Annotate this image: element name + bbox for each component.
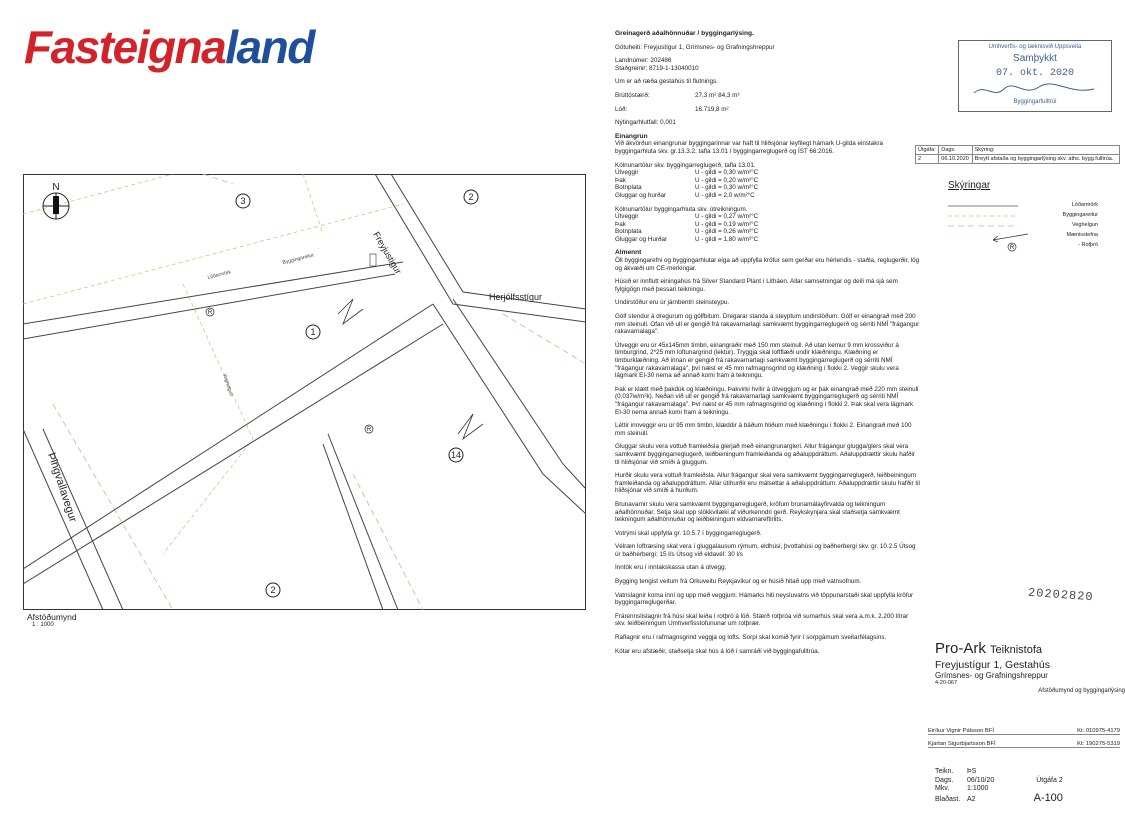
spec-paragraph: Bygging tengist veitum frá Orkuveitu Reykjavíkur og er húsið hitað upp með vatnsofnum. <box>615 578 862 586</box>
u-value: U - gildi = 0,19 w/m²°C <box>695 220 759 228</box>
u-value: U - gildi = 0,27 w/m²°C <box>695 213 759 221</box>
info-label: Teikn. <box>935 768 954 775</box>
u-value: U - gildi = 1,80 w/m²°C <box>695 235 759 243</box>
revision-header: Dags. <box>939 146 972 155</box>
stamp-approved: Samþykkt <box>1013 53 1057 64</box>
u-value-label: Útveggir <box>615 213 639 221</box>
spec-paragraph: Votrými skal uppfylla gr. 10.5.7 í byggingarreglugerð. <box>615 529 762 537</box>
spec-paragraph: Léttir innveggir eru úr 95 mm timbri, klæddir á báðum hliðum með klæðningu í flokki 2. Einangrað með 100 mm steinull. <box>615 422 912 437</box>
spec-paragraph: Gluggar skulu vera vottuð framleiðsla glerjað með einangrunargleri. Allur frágangur glugga/glers skal vera samkvæmt byggingarreglugerð, leiðbeiningum framleiðanda og aðaluppdráttum. Aðaluppdrættir skulu hafðir til hliðsjónar við smíði á gluggum. <box>615 443 915 466</box>
spec-about: Um er að ræða gestahús til flutnings. <box>615 78 718 86</box>
u-value-label: Gluggar og Hurðar <box>615 235 668 243</box>
info-value: ÞS <box>967 768 977 775</box>
spec-almennt-heading: Almennt <box>615 249 642 257</box>
u-value-label: Botnplata <box>615 228 642 236</box>
spec-brutto-value: 27,3 m² 84,3 m³ <box>695 91 740 99</box>
info-value: 1:1000 <box>967 785 989 793</box>
project-name: Freyjustígur 1, Gestahús <box>935 659 1050 671</box>
spec-lod-label: Lóð: <box>615 105 628 113</box>
revision-cell: 2 <box>916 155 939 164</box>
edition: Útgáfa 2 <box>1036 776 1063 784</box>
legend-item: - Rotþró <box>1078 242 1098 248</box>
u-value-label: Gluggar og hurðar <box>615 191 667 199</box>
stamp-title: Byggingarfulltrúi <box>1013 99 1057 105</box>
legend-item: Veghelgun <box>1072 222 1098 228</box>
drawing-type: Afstöðumynd og byggingarlýsing <box>1038 688 1125 694</box>
u-value: U - gildi = 0,30 w/m²°C <box>695 184 759 192</box>
spec-paragraph: Inntök eru í inntakskassa utan á útvegg. <box>615 564 727 572</box>
legend-item: Mænisstefna <box>1066 232 1098 238</box>
site-plan-caption <box>27 612 77 628</box>
u-value: U - gildi = 0,20 w/m²°C <box>695 176 759 184</box>
revision-table <box>915 145 1120 164</box>
project-location: Grímsnes- og Grafningshreppur <box>935 671 1048 680</box>
north-arrow-label: N <box>52 182 60 193</box>
signature <box>969 81 1099 101</box>
info-label: Mkv. <box>935 785 950 793</box>
spec-paragraph: Þak er klætt með þakdúk og klæðningu. Þakvirki hvílir á útveggjum og er þak einangrað með 220 mm steinull (0,037w/m²k). Neðan við ull er gengið frá rakavarnarlagi samkvæmt byggingarreglugerð og sérriti NMÍ "frágangur rakavarnalaga". Því næst er 45 mm rafmagnsgrind og klæðning í flokki 2. Þak skal vera lágmark EI-30 nema annað komi fram á teikningu. <box>615 385 919 416</box>
firm-subtitle: Teiknistofa <box>990 644 1042 656</box>
spec-paragraph: Hurðir skulu vera vottuð framleiðsla. Allur frágangur skal vera samkvæmt byggingarreglugerð, leiðbeiningum framleiðanda og aðaluppdráttum. Allar útihurðir eru málsettar á aðaluppdráttum. Aðaluppdrættir skulu hafðir til hliðsjónar við smíði á hurðum. <box>615 472 920 495</box>
legend <box>948 180 1098 251</box>
map-veghelgun-label: Veghelgun <box>221 372 235 398</box>
legend-item: Lóðarmörk <box>1071 202 1098 208</box>
legend-item: Byggingareitur <box>1062 212 1098 218</box>
firm-name: Pro-Ark <box>935 640 986 657</box>
info-label: Blaðast. <box>935 796 961 804</box>
spec-paragraph: Brunavarnir skulu vera samkvæmt byggingarreglugerð, kröfum brunamálayfirvalda og teikningum aðalhönnuðar. Setja skal upp slökkvitæki af viðurkenndri gerð. Reykskynjara skal staðsetja samkvæmt teikningum aðalhönnuðar og leiðbeiningum eldvarnareftirlits. <box>615 500 900 524</box>
street-thingvallavegur: Þingvallavegur <box>45 451 79 524</box>
map-byggingareitur-label: Byggingareitur <box>282 252 315 266</box>
street-freyjustigur: Freyjustigur <box>371 230 404 276</box>
spec-address: Götuheiti: Freyjustígur 1, Grímsnes- og Grafningshreppur <box>615 43 775 51</box>
street-herjolfsstigur: Herjólfsstígur <box>489 292 543 302</box>
legend-title: Skýringar <box>948 180 991 191</box>
septic-tank-marker: R <box>207 310 213 316</box>
stamp-date: 07. okt. 2020 <box>995 68 1074 79</box>
revision-cell: 06.10.2020 <box>939 155 972 164</box>
spec-landnumer: Landnúmer: 202486 <box>615 57 672 65</box>
spec-einangrun-heading: Einangrun <box>615 132 648 140</box>
spec-paragraph: Kótar eru afstæðir, staðsetja skal hús á lóð í samráði við byggingafulltrúa. <box>615 647 820 655</box>
spec-paragraph: Öll byggingarefni og byggingarhlutar eiga að uppfylla kröfur sem gerðar eru hérlendis - staðla, reglugerðir, lög og ákvæði um CE-merkingar. <box>615 257 920 272</box>
stamp-authority: Umhverfis- og tæknisvið Uppsveita <box>988 44 1082 50</box>
approval-stamp <box>958 40 1112 112</box>
spec-text <box>615 30 920 655</box>
revision-header: Útgáfa: <box>916 146 939 155</box>
u-value-label: Útveggir <box>615 169 639 177</box>
spec-paragraph: Vélræn loftræsing skal vera í gluggalausum rýmum, eldhúsi, þvottahúsi og baðherbergi skv. gr. 10.2.5 Útsog úr baðherbergi: 15 l/s Útsog við eldavél: 30 l/s <box>615 543 916 558</box>
u-value: U - gildi = 2,0 w/m²°C <box>695 191 755 199</box>
spec-kolnun2-heading: Kólnunartölur byggingarhluta skv. útreikningum. <box>615 205 748 213</box>
title-block <box>935 640 1125 694</box>
project-number: 4-20-067 <box>935 680 958 686</box>
lot-label: 3 <box>240 196 246 206</box>
u-value-label: Þak <box>615 176 626 184</box>
spec-kolnun1-heading: Kólnunartölur skv. byggingarreglugerð, tafla 13.01. <box>615 161 756 169</box>
lot-label: 14 <box>450 450 462 460</box>
info-label: Dags. <box>935 776 954 784</box>
lot-label: 1 <box>310 327 316 337</box>
designer-id: Kt: 190275-5319 <box>1077 741 1120 747</box>
u-value: U - gildi = 0,30 w/m²°C <box>695 169 759 177</box>
u-value-label: Þak <box>615 220 626 228</box>
lot-label: 2 <box>270 585 276 595</box>
septic-tank-marker: R <box>366 427 372 433</box>
designer-name: Kjartan Sigurbjartsson BFÍ <box>928 741 996 747</box>
spec-paragraph: Raflagnir eru í rafmagnsgrind veggja og lofts. Sorpi skal komið fyrir í sorpgámum sveitarfélagsins. <box>615 634 887 642</box>
spec-einangrun-text: Við ákvörðun einangrunar byggingarinnar var haft til hliðsjónar leyfilegt hámark U-gilda einstakra byggingarhluta skv. gr.13.3.2. tafla 13.01 í byggingarreglugerð og ÍST 66:2016. <box>615 140 883 155</box>
spec-stadgreinir: Staðgreinir: 8719-1-13040010 <box>615 64 699 72</box>
logo-part-1: Fasteigna <box>24 21 226 73</box>
revision-header: Skýring: <box>972 146 1119 155</box>
designer-signatures <box>928 722 1120 748</box>
map-lodarmork-label: Lóðarmörk <box>207 269 232 281</box>
received-stamp-number: 20202820 <box>1027 585 1095 605</box>
spec-lod-value: 16.719,8 m² <box>695 105 729 113</box>
caption-scale: 1 : 1000 <box>32 622 54 628</box>
revision-cell: Breytt afstaða og byggingarlýsing skv. aths. bygg.fulltrúa. <box>972 155 1119 164</box>
site-plan <box>23 174 586 610</box>
spec-paragraph: Frárennslislagnir frá húsi skal leiða í rotþró á lóð. Stærð rotþróa við sumarhús skal vera a.m.k. 2.200 lítrar skv. leiðbeiningum Umhverfisstofununar um rotþrær. <box>615 612 909 628</box>
legend-septic-symbol: R <box>1009 245 1015 251</box>
logo-part-2: land <box>225 21 314 73</box>
spec-paragraph: Undirstöður eru úr járnbentri steinsteypu. <box>615 299 730 307</box>
spec-brutto-label: Brúttóstærð: <box>615 91 650 99</box>
caption-title: Afstöðumynd <box>27 612 77 622</box>
designer-name: Eiríkur Vignir Pálsson BFÍ <box>928 728 994 734</box>
drawing-info <box>935 768 1120 805</box>
spec-paragraph: Útveggir eru úr 45x145mm timbri, einangraðir með 150 mm steinull. Að utan kemur 9 mm krossviður á timburgrind, 2*25 mm loftunargrind (lektur). Tryggja skal loftflæði undir klæðningu. Klæðning er timburklæðning. Að innan er gengið frá rakavarnarlagi samkvæmt byggingarreglugerð og sérriti NMÍ "frágangur rakavarnalaga", því næst er 45 mm rafmagnsgrind og klæðning í flokki 2. Veggir skulu vera lágmark EI-30 nema að annað komi fram á teikningu. <box>615 341 899 380</box>
u-value: U - gildi = 0,26 w/m²°C <box>695 228 759 236</box>
u-value-label: Botnplata <box>615 184 642 192</box>
spec-paragraph: Vatnslagnir koma inní og upp með veggjum. Hámarks hiti neysluvatns við töppunarstaði skal uppfylla kröfur byggingarreglugerðar. <box>615 591 914 607</box>
sheet-number: A-100 <box>1033 792 1063 805</box>
logo <box>24 22 314 72</box>
spec-paragraph: Húsið er innflutt einingahús frá Silver Standard Plant í Litháen. Allar samsetningar og deili má sjá sem fylgigögn með þessari teikningu. <box>615 278 898 293</box>
lot-label: 2 <box>468 192 474 202</box>
spec-paragraph: Gólf stendur á dregurum og gólfbitum. Dregarar standa á steyptum undirstöðum. Gólf er einangrað með 200 mm steinull. Ofan við ull er gengið frá rakavarnarlagi samkvæmt byggingarreglugerð og sérriti NMÍ "frágangur rakavarnalaga". <box>615 313 920 336</box>
info-value: 06/10/20 <box>967 776 995 784</box>
spec-nyting: Nýtingarhlutfall: 0,001 <box>615 119 676 127</box>
spec-heading: Greinagerð aðalhönnuðar / byggingarlýsing. <box>615 30 754 37</box>
designer-id: Kt: 010975-4179 <box>1077 728 1120 734</box>
info-value: A2 <box>967 796 976 804</box>
